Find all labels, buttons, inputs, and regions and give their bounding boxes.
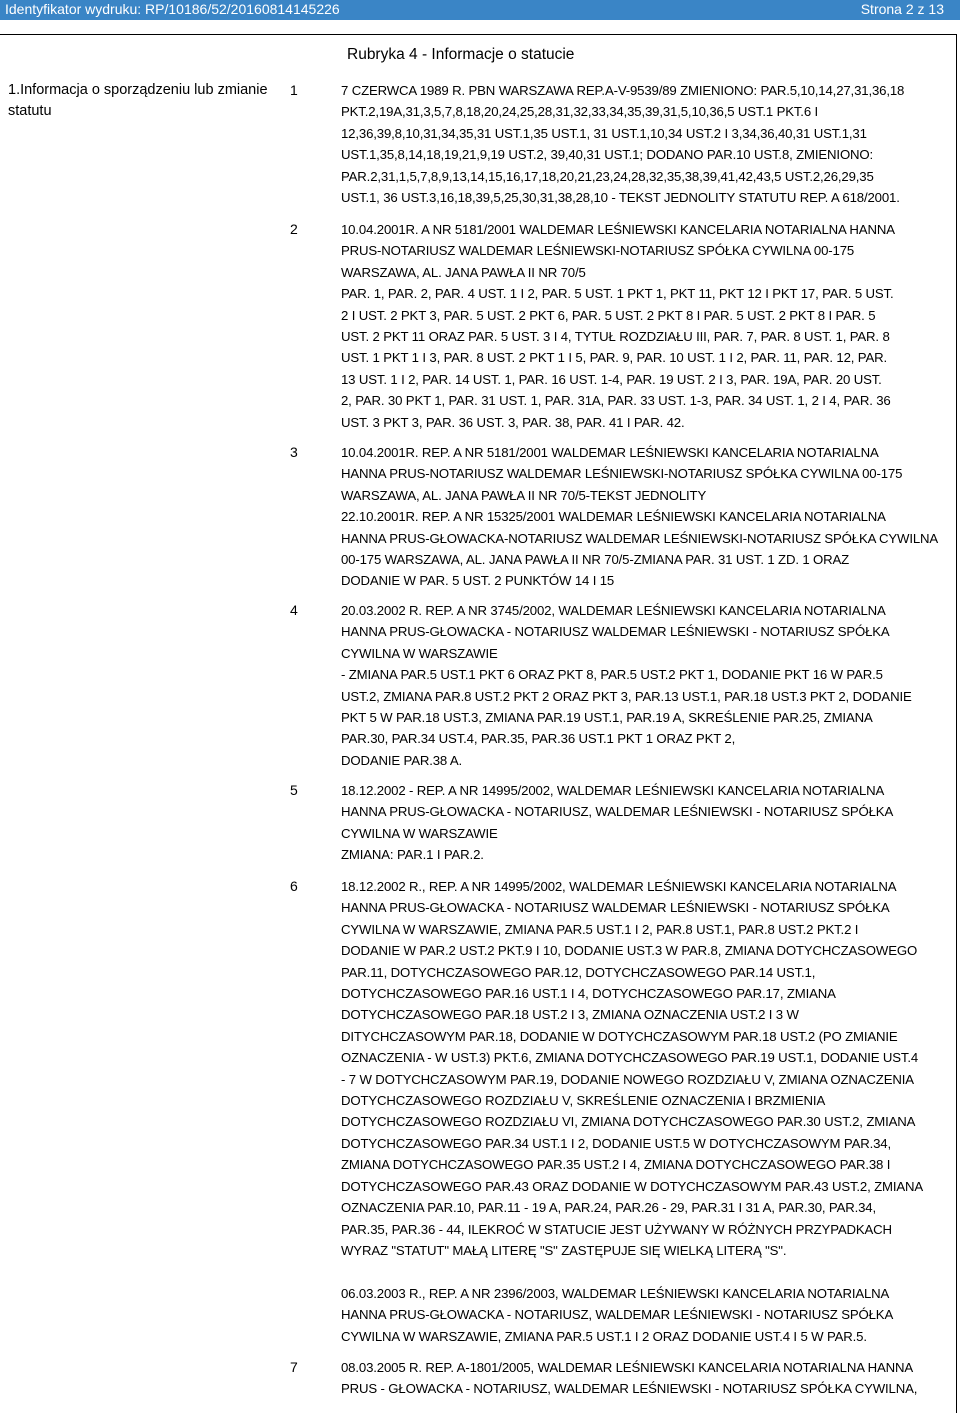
entry-text-line: CYWILNA W WARSZAWIE [341, 645, 498, 661]
entry-text-line: DODANIE W PAR.2 UST.2 PKT.9 I 10, DODANIE UST.3 W PAR.8, ZMIANA DOTYCHCZASOWEGO [341, 943, 918, 959]
entry-text-line: PKT 5 W PAR.18 UST.3, ZMIANA PAR.19 UST.1, PAR.19 A, SKREŚLENIE PAR.25, ZMIANA [341, 710, 873, 726]
entry-text-line: UST. 2 PKT 11 ORAZ PAR. 5 UST. 3 I 4, TYTUŁ ROZDZIAŁU III, PAR. 7, PAR. 8 UST. 1, PAR. 8 [341, 329, 890, 345]
entry-text-line: UST. 3 PKT 3, PAR. 36 UST. 3, PAR. 38, PAR. 41 I PAR. 42. [341, 414, 685, 430]
entry-text-line: 2 I UST. 2 PKT 3, PAR. 5 UST. 2 PKT 6, PAR. 5 UST. 2 PKT 8 I PAR. 5 UST. 2 PKT 8 I PAR. 5 [341, 307, 876, 323]
entry-text-line: DITYCHCZASOWYM PAR.18, DODANIE W DOTYCHCZASOWYM PAR.18 UST.2 (PO ZMIANIE [341, 1028, 898, 1044]
entry-text-line: 18.12.2002 - REP. A NR 14995/2002, WALDEMAR LEŚNIEWSKI KANCELARIA NOTARIALNA [341, 783, 885, 798]
entry-text-line: WARSZAWA, AL. JANA PAWŁA II NR 70/5 [341, 264, 586, 280]
entry-text-line: CYWILNA W WARSZAWIE, ZMIANA PAR.5 UST.1 I 2 ORAZ DODANIE UST.4 I 5 W PAR.5. [341, 1328, 867, 1344]
entry-text-line: PRUS - GŁOWACKA - NOTARIUSZ, WALDEMAR LEŚNIEWSKI - NOTARIUSZ SPÓŁKA CYWILNA, [341, 1381, 918, 1397]
print-identifier: Identyfikator wydruku: RP/10186/52/20160814145226 [5, 1, 340, 17]
entry-text [341, 219, 956, 433]
entry-text-line: 00-175 WARSZAWA, AL. JANA PAWŁA II NR 70/5-ZMIANA PAR. 31 UST. 1 ZD. 1 ORAZ [341, 552, 850, 568]
entry-text-line: 13 UST. 1 I 2, PAR. 14 UST. 1, PAR. 16 UST. 1-4, PAR. 19 UST. 2 I 3, PAR. 19A, PAR. 20 UST. [341, 371, 882, 387]
entry-text-line: HANNA PRUS-GŁOWACKA-NOTARIUSZ WALDEMAR LEŚNIEWSKI-NOTARIUSZ SPÓŁKA CYWILNA [341, 530, 939, 546]
entry-text-line: HANNA PRUS-GŁOWACKA - NOTARIUSZ WALDEMAR LEŚNIEWSKI - NOTARIUSZ SPÓŁKA [341, 900, 890, 916]
entry-text-line: UST.2, ZMIANA PAR.8 UST.2 PKT 2 ORAZ PKT 3, PAR.13 UST.1, PAR.18 UST.3 PKT 2, DODANIE [341, 688, 912, 704]
entry-text-line: OZNACZENIA - W UST.3) PKT.6, ZMIANA DOTYCHCZASOWEGO PAR.19 UST.1, DODANIE UST.4 [341, 1050, 919, 1066]
entry-text-line: UST.1,35,8,14,18,19,21,9,19 UST.2, 39,40,31 UST.1; DODANO PAR.10 UST.8, ZMIENIONO: [341, 147, 874, 163]
entry-text-line: HANNA PRUS-GŁOWACKA - NOTARIUSZ, WALDEMAR LEŚNIEWSKI - NOTARIUSZ SPÓŁKA [341, 1307, 894, 1323]
entry-text-line: PAR. 1, PAR. 2, PAR. 4 UST. 1 I 2, PAR. 5 UST. 1 PKT 1, PKT 11, PKT 12 I PKT 17, PAR. 5 UST. [341, 286, 894, 302]
entry-text-line: 22.10.2001R. REP. A NR 15325/2001 WALDEMAR LEŚNIEWSKI KANCELARIA NOTARIALNA [341, 509, 886, 525]
row-label: 1.Informacja o sporządzeniu lub zmianie statutu [8, 82, 268, 119]
entry-text-line: WARSZAWA, AL. JANA PAWŁA II NR 70/5-TEKST JEDNOLITY [341, 487, 707, 503]
entry-text [341, 600, 956, 771]
entry-number: 5 [290, 782, 298, 798]
entry-text-line: DOTYCHCZASOWEGO PAR.34 UST.1 I 2, DODANIE UST.5 W DOTYCHCZASOWYM PAR.34, [341, 1135, 891, 1151]
entry-number: 6 [290, 878, 298, 894]
entry-text-line: OZNACZENIA PAR.10, PAR.11 - 19 A, PAR.24, PAR.26 - 29, PAR.31 I 31 A, PAR.30, PAR.34, [341, 1200, 877, 1216]
entry-text-line: 08.03.2005 R. REP. A-1801/2005, WALDEMAR LEŚNIEWSKI KANCELARIA NOTARIALNA HANNA [341, 1360, 914, 1375]
entry-text-line: CYWILNA W WARSZAWIE [341, 825, 498, 841]
entry-text [341, 442, 956, 592]
entry-text-line: DOTYCHCZASOWEGO PAR.43 ORAZ DODANIE W DOTYCHCZASOWYM PAR.43 UST.2, ZMIANA [341, 1178, 924, 1194]
entry-number: 4 [290, 602, 298, 618]
entry-text-line: 2, PAR. 30 PKT 1, PAR. 31 UST. 1, PAR. 31A, PAR. 33 UST. 1-3, PAR. 34 UST. 1, 2 I 4, PAR. 36 [341, 393, 891, 409]
entry-text-line: HANNA PRUS-GŁOWACKA - NOTARIUSZ, WALDEMAR LEŚNIEWSKI - NOTARIUSZ SPÓŁKA [341, 804, 894, 820]
entry-text-line: PAR.2,31,1,5,7,8,9,13,14,15,16,17,18,20,21,23,24,28,32,35,38,39,41,42,43,5 UST.2,26,29,35 [341, 168, 874, 184]
entry-number: 1 [290, 82, 298, 98]
entry-text [341, 80, 956, 208]
entry-text-line: 18.12.2002 R., REP. A NR 14995/2002, WALDEMAR LEŚNIEWSKI KANCELARIA NOTARIALNA [341, 879, 897, 894]
entry-text-line: PAR.35, PAR.36 - 44, ILEKROĆ W STATUCIE JEST UŻYWANY W RÓŻNYCH PRZYPADKACH [341, 1221, 892, 1237]
entry-text-line: - ZMIANA PAR.5 UST.1 PKT 6 ORAZ PKT 8, PAR.5 UST.2 PKT 1, DODANIE PKT 16 W PAR.5 [341, 667, 883, 683]
entry-number: 7 [290, 1359, 298, 1375]
entry-text-line: UST.1, 36 UST.3,16,18,39,5,25,30,31,38,28,10 - TEKST JEDNOLITY STATUTU REP. A 618/2001. [341, 190, 900, 206]
entry-text-line: PAR.30, PAR.34 UST.4, PAR.35, PAR.36 UST.1 PKT 1 ORAZ PKT 2, [341, 731, 736, 747]
entry-number: 2 [290, 221, 298, 237]
entry-text [341, 876, 956, 1347]
entry-text-line: 7 CZERWCA 1989 R. PBN WARSZAWA REP.A-V-9539/89 ZMIENIONO: PAR.5,10,14,27,31,36,18 [341, 83, 905, 98]
entry-text-line: ZMIANA DOTYCHCZASOWEGO PAR.35 UST.2 I 4, ZMIANA DOTYCHCZASOWEGO PAR.38 I [341, 1157, 891, 1173]
entry-text [341, 1357, 956, 1400]
entry-text-line: 10.04.2001R. REP. A NR 5181/2001 WALDEMAR LEŚNIEWSKI KANCELARIA NOTARIALNA [341, 445, 879, 460]
entry-text-line: DOTYCHCZASOWEGO ROZDZIAŁU VI, ZMIANA DOTYCHCZASOWEGO PAR.30 UST.2, ZMIANA [341, 1114, 916, 1130]
entry-text-line: WYRAZ "STATUT" MAŁĄ LITERĘ "S" ZASTĘPUJE SIĘ WIELKĄ LITERĄ "S". [341, 1242, 787, 1258]
entry-text-line: DODANIE W PAR. 5 UST. 2 PUNKTÓW 14 I 15 [341, 573, 615, 589]
entry-number: 3 [290, 444, 298, 460]
entry-text-line: DOTYCHCZASOWEGO ROZDZIAŁU V, SKREŚLENIE OZNACZENIA I BRZMIENIA [341, 1093, 826, 1109]
entry-text-line: 12,36,39,8,10,31,34,35,31 UST.1,35 UST.1, 31 UST.1,10,34 UST.2 I 3,34,36,40,31 UST.1,31 [341, 125, 867, 141]
entry-text-line: DOTYCHCZASOWEGO PAR.18 UST.2 I 3, ZMIANA OZNACZENIA UST.2 I 3 W [341, 1007, 799, 1023]
entry-text-line: DOTYCHCZASOWEGO PAR.16 UST.1 I 4, DOTYCHCZASOWEGO PAR.17, ZMIANA [341, 986, 836, 1002]
entry-text-line: PKT.2,19A,31,3,5,7,8,18,20,24,25,28,31,32,33,34,35,39,31,5,10,36,5 UST.1 PKT.6 I [341, 104, 819, 120]
entry-text-line: 06.03.2003 R., REP. A NR 2396/2003, WALDEMAR LEŚNIEWSKI KANCELARIA NOTARIALNA [341, 1285, 890, 1301]
page-indicator: Strona 2 z 13 [860, 1, 944, 17]
entry-text-line: ZMIANA: PAR.1 I PAR.2. [341, 847, 484, 863]
entry-text-line [341, 1261, 956, 1282]
entry-text-line: - 7 W DOTYCHCZASOWYM PAR.19, DODANIE NOWEGO ROZDZIAŁU V, ZMIANA OZNACZENIA [341, 1071, 914, 1087]
entry-text-line: HANNA PRUS-GŁOWACKA - NOTARIUSZ WALDEMAR LEŚNIEWSKI - NOTARIUSZ SPÓŁKA [341, 624, 890, 640]
entry-text-line: PAR.11, DOTYCHCZASOWEGO PAR.12, DOTYCHCZASOWEGO PAR.14 UST.1, [341, 964, 816, 980]
entry-text-line: 10.04.2001R. A NR 5181/2001 WALDEMAR LEŚNIEWSKI KANCELARIA NOTARIALNA HANNA [341, 222, 895, 237]
entry-text-line: CYWILNA W WARSZAWIE, ZMIANA PAR.5 UST.1 I 2, PAR.8 UST.1, PAR.8 UST.2 PKT.2 I [341, 921, 859, 937]
print-header-bar [0, 0, 960, 20]
entry-text-line: PRUS-NOTARIUSZ WALDEMAR LEŚNIEWSKI-NOTARIUSZ SPÓŁKA CYWILNA 00-175 [341, 243, 855, 259]
entry-text [341, 780, 956, 866]
entry-text-line: DODANIE PAR.38 A. [341, 752, 463, 768]
section-title: Rubryka 4 - Informacje o statucie [347, 46, 575, 63]
entry-text-line: 20.03.2002 R. REP. A NR 3745/2002, WALDEMAR LEŚNIEWSKI KANCELARIA NOTARIALNA [341, 603, 886, 618]
entry-text-line: UST. 1 PKT 1 I 3, PAR. 8 UST. 2 PKT 1 I 5, PAR. 9, PAR. 10 UST. 1 I 2, PAR. 11, PAR. 12, PAR. [341, 350, 887, 366]
entry-text-line: HANNA PRUS-NOTARIUSZ WALDEMAR LEŚNIEWSKI-NOTARIUSZ SPÓŁKA CYWILNA 00-175 [341, 466, 903, 482]
